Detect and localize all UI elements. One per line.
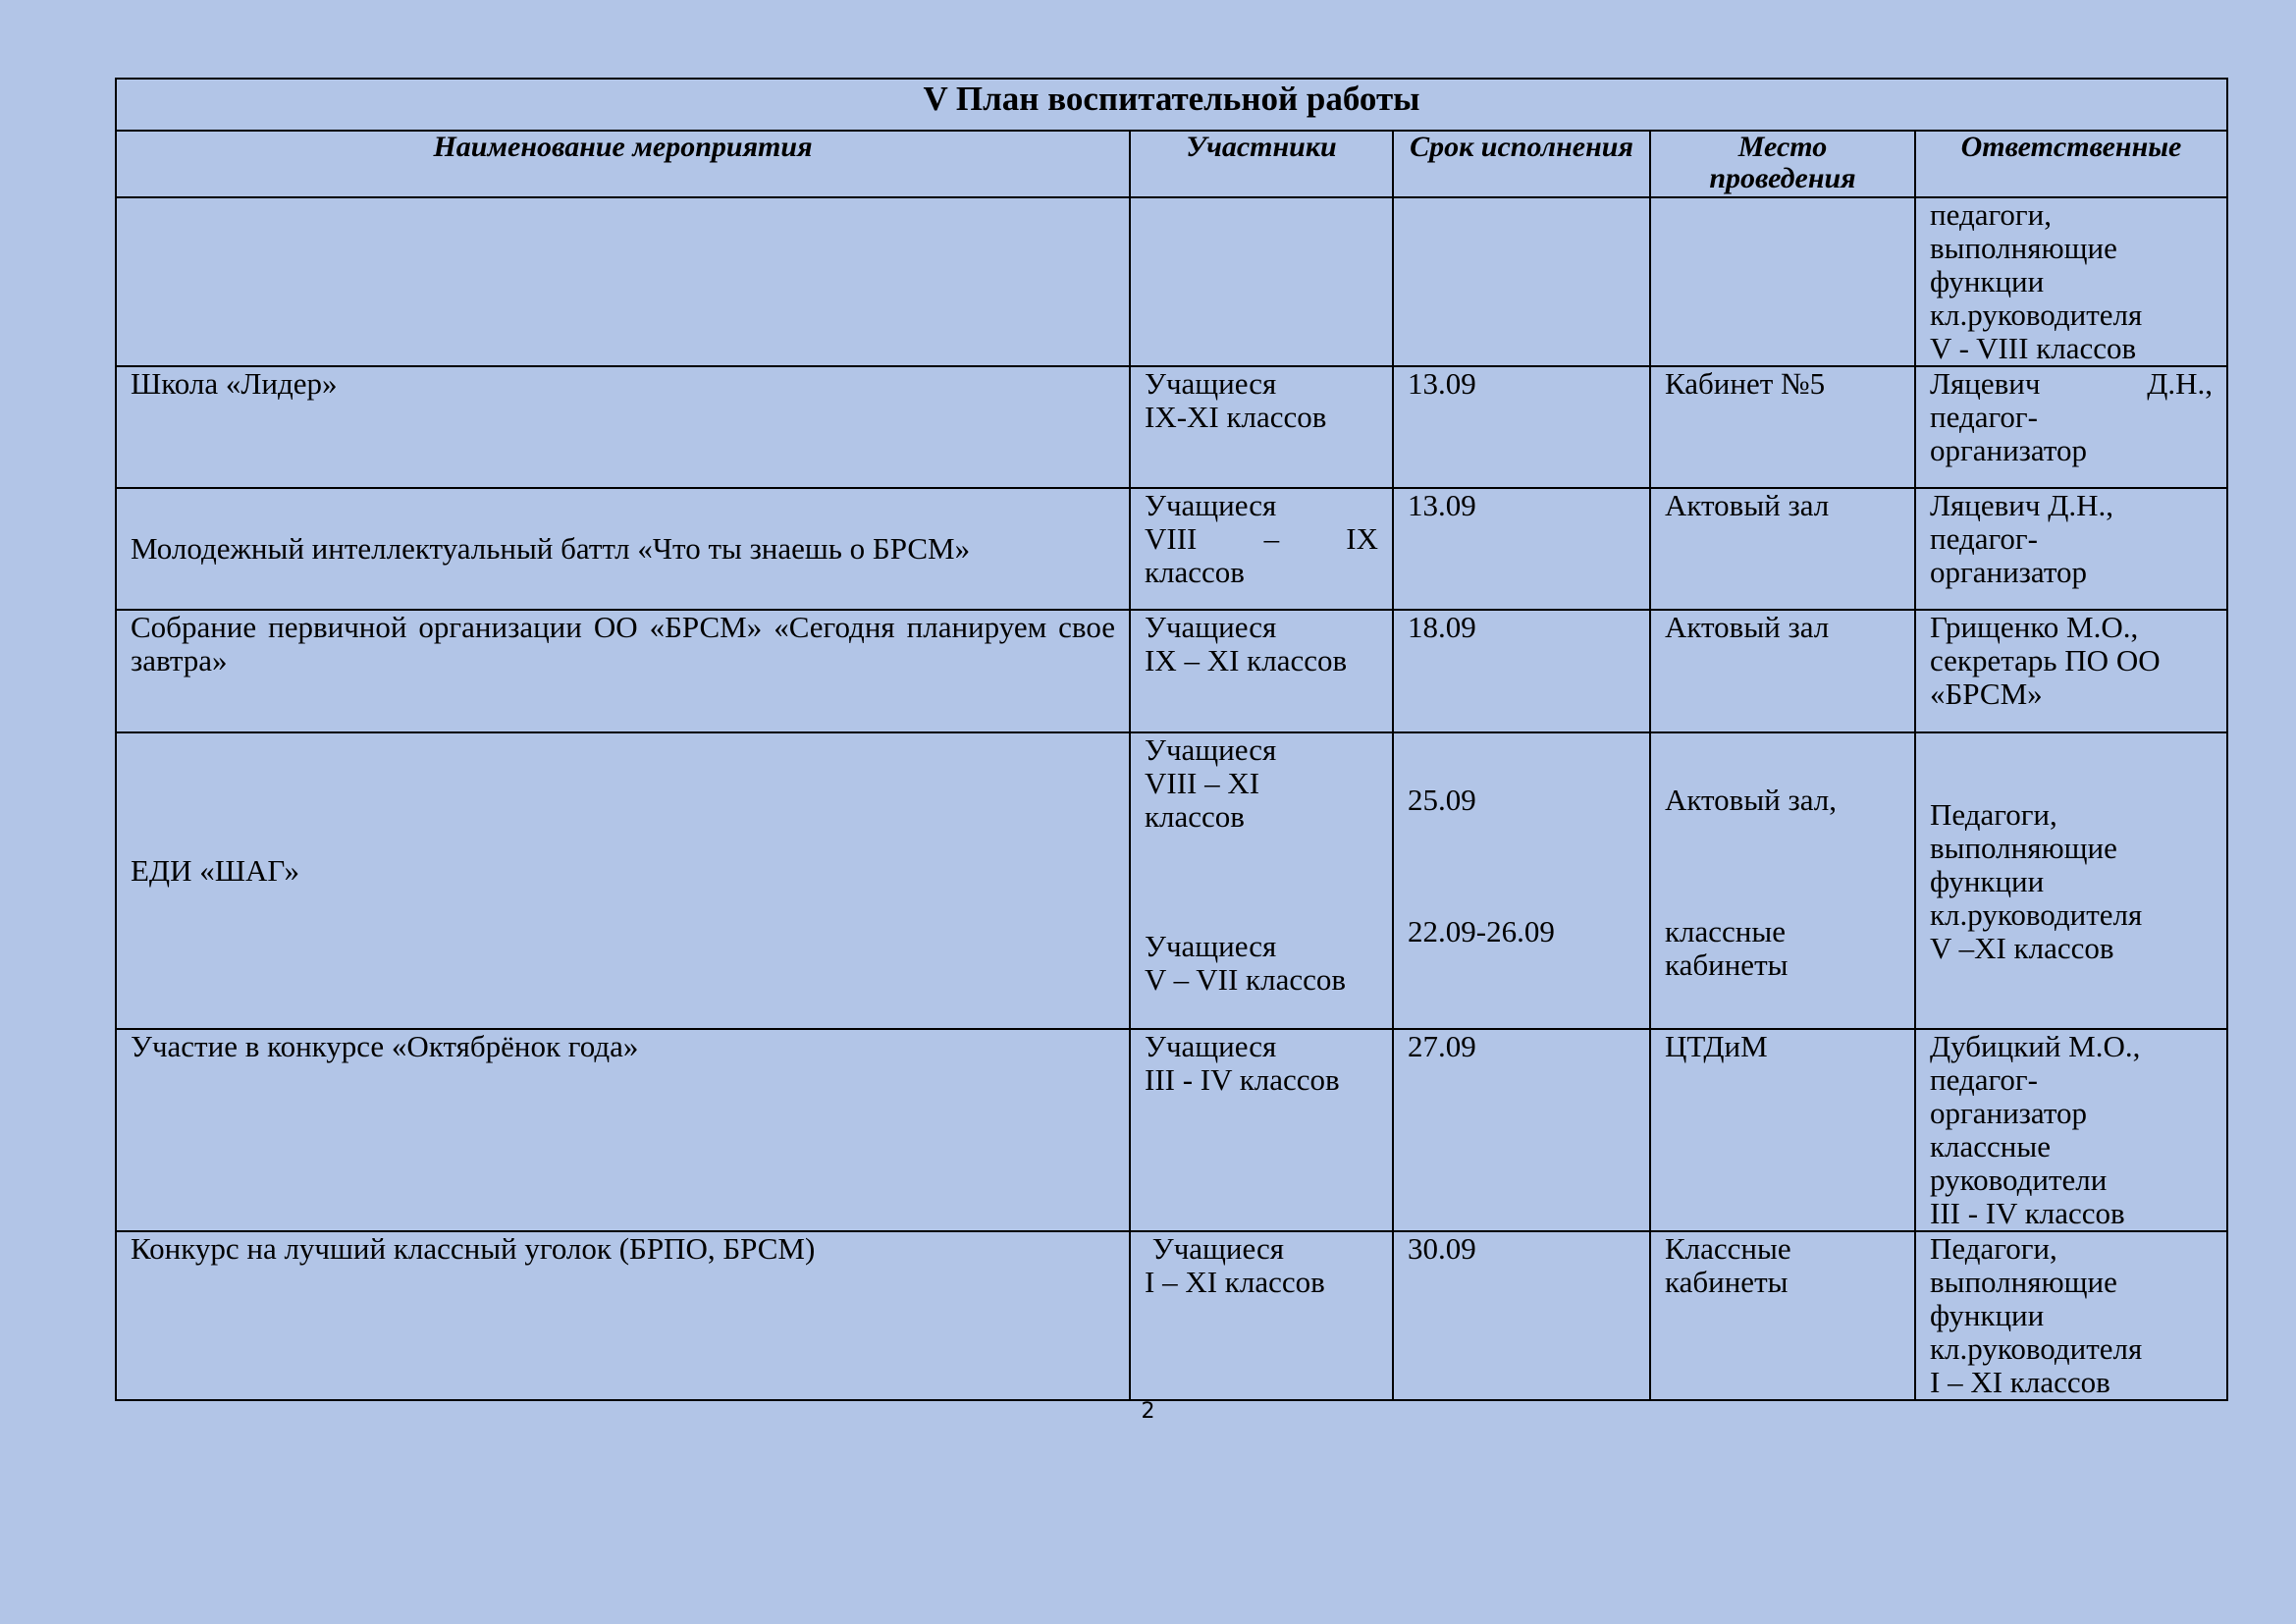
cell-name: Участие в конкурсе «Октябрёнок года» bbox=[116, 1029, 1130, 1231]
cell-place: Классные кабинеты bbox=[1650, 1231, 1915, 1400]
cell-participants: Учащиеся VIII – XI классов Учащиеся V – VII классов bbox=[1130, 732, 1393, 1029]
cell-name bbox=[116, 197, 1130, 366]
cell-participants: Учащиеся III - IV классов bbox=[1130, 1029, 1393, 1231]
table-row bbox=[116, 197, 2227, 366]
table-row bbox=[116, 366, 2227, 488]
table-row bbox=[116, 1029, 2227, 1231]
cell-place: Актовый зал bbox=[1650, 610, 1915, 732]
cell-responsible: Педагоги, выполняющие функции кл.руководителя V –XI классов bbox=[1915, 732, 2227, 1029]
cell-date: 18.09 bbox=[1393, 610, 1650, 732]
cell-responsible: Грищенко М.О., секретарь ПО ОО «БРСМ» bbox=[1915, 610, 2227, 732]
cell-name: Школа «Лидер» bbox=[116, 366, 1130, 488]
table-row bbox=[116, 488, 2227, 610]
cell-participants: Учащиеся IX-XI классов bbox=[1130, 366, 1393, 488]
cell-date: 13.09 bbox=[1393, 366, 1650, 488]
cell-participants bbox=[1130, 197, 1393, 366]
cell-place bbox=[1650, 197, 1915, 366]
table-row bbox=[116, 610, 2227, 732]
cell-responsible: Ляцевич Д.Н., педагог- организатор bbox=[1915, 366, 2227, 488]
table-row bbox=[116, 1231, 2227, 1400]
table-title: V План воспитательной работы bbox=[116, 79, 2227, 131]
cell-place: Актовый зал, классные кабинеты bbox=[1650, 732, 1915, 1029]
cell-place: ЦТДиМ bbox=[1650, 1029, 1915, 1231]
cell-name: Молодежный интеллектуальный баттл «Что ты знаешь о БРСМ» bbox=[116, 488, 1130, 610]
cell-responsible: педагоги, выполняющие функции кл.руководителя V - VIII классов bbox=[1915, 197, 2227, 366]
header-deadline: Срок исполнения bbox=[1393, 131, 1650, 197]
header-participants: Участники bbox=[1130, 131, 1393, 197]
header-place: Место проведения bbox=[1650, 131, 1915, 197]
cell-participants: Учащиеся IX – XI классов bbox=[1130, 610, 1393, 732]
header-row bbox=[116, 131, 2227, 197]
page-number: 2 bbox=[1141, 1399, 1155, 1424]
header-responsible: Ответственные bbox=[1915, 131, 2227, 197]
cell-responsible: Ляцевич Д.Н., педагог- организатор bbox=[1915, 488, 2227, 610]
cell-name: ЕДИ «ШАГ» bbox=[116, 732, 1130, 1029]
cell-name: Конкурс на лучший классный уголок (БРПО, БРСМ) bbox=[116, 1231, 1130, 1400]
cell-date: 13.09 bbox=[1393, 488, 1650, 610]
cell-name: Собрание первичной организации ОО «БРСМ» «Сегодня планируем свое завтра» bbox=[116, 610, 1130, 732]
cell-responsible: Дубицкий М.О., педагог- организатор классные руководители III - IV классов bbox=[1915, 1029, 2227, 1231]
table-row bbox=[116, 732, 2227, 1029]
cell-date bbox=[1393, 197, 1650, 366]
cell-participants: Учащиеся I – XI классов bbox=[1130, 1231, 1393, 1400]
cell-date: 25.09 22.09-26.09 bbox=[1393, 732, 1650, 1029]
cell-responsible: Педагоги, выполняющие функции кл.руководителя I – XI классов bbox=[1915, 1231, 2227, 1400]
cell-date: 30.09 bbox=[1393, 1231, 1650, 1400]
education-plan-table bbox=[115, 78, 2228, 1401]
cell-participants: Учащиеся VIII – IX классов bbox=[1130, 488, 1393, 610]
cell-place: Кабинет №5 bbox=[1650, 366, 1915, 488]
cell-date: 27.09 bbox=[1393, 1029, 1650, 1231]
header-name: Наименование мероприятия bbox=[116, 131, 1130, 197]
cell-place: Актовый зал bbox=[1650, 488, 1915, 610]
